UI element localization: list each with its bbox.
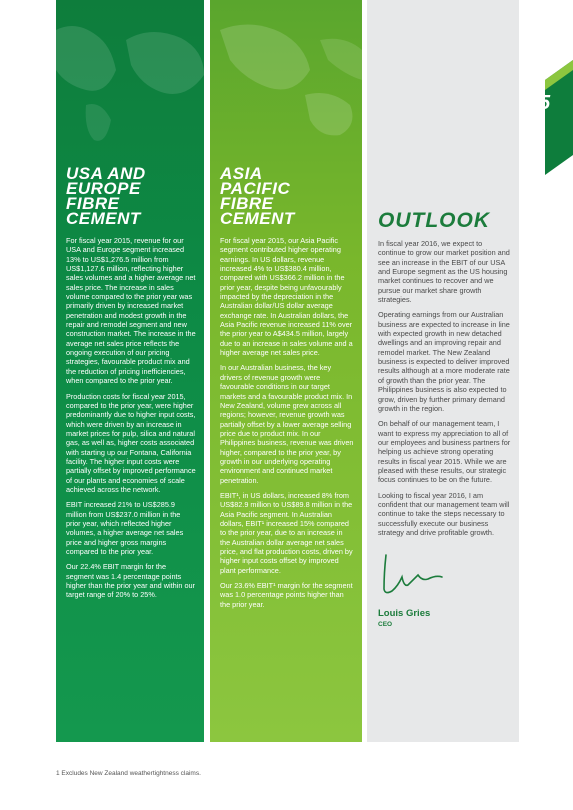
footnote: 1 Excludes New Zealand weathertightness claims. <box>56 770 201 777</box>
paragraph: In fiscal year 2016, we expect to continue to grow our market position and see an increase in the EBIT of our USA and Europe segment as the US housing market continues to recover and we pursue our market share growth strategies. <box>378 239 510 305</box>
paragraph: Our 22.4% EBIT margin for the segment was 1.4 percentage points higher than the prior year and within our target range of 20% to 25%. <box>66 562 195 600</box>
paragraph: EBIT¹, in US dollars, increased 8% from US$82.9 million to US$89.8 million in the Asia Pacific segment. In Australian dollars, EBIT¹ increased 15% compared to the prior year, due to an increase in the Australian dollar average net sales price, and flat production costs, driven by higher input costs offset by improved plant performance. <box>220 490 353 575</box>
ceo-signature <box>378 551 446 599</box>
signer-title: CEO <box>378 621 393 629</box>
paragraph: Looking to fiscal year 2016, I am confident that our management team will continue to take the steps necessary to successfully execute our business strategy and drive profitable growth. <box>378 490 510 537</box>
paragraph: For fiscal year 2015, our Asia Pacific segment contributed higher operating earnings. In US dollars, revenue increased 4% to US$380.4 million, compared with US$366.2 million in the prior year, despite being unfavourably impacted by the depreciation in the Australian dollar/US dollar average exchange rate. In Australian dollars, the Asia Pacific revenue increased 11% over the prior year to A$434.5 million, largely due to an increase in sales volume and a higher average net sales price. <box>220 236 353 358</box>
section-heading: ASIA PACIFIC FIBRE CEMENT <box>220 164 295 228</box>
signer-name: Louis Gries <box>378 608 431 620</box>
page-number-tab <box>523 60 573 175</box>
section-body <box>220 236 362 609</box>
page-number: 5 <box>539 92 551 114</box>
section-body <box>66 236 204 600</box>
paragraph: For fiscal year 2015, revenue for our USA and Europe segment increased 13% to US$1,276.5 million from US$1,127.6 million, reflecting higher sales volumes and a higher average net sales price. The increase in sales volume compared to the prior year was primarily driven by increased market penetration and modest growth in the repair and remodel segment and new construction market. The increase in the average net sales price reflects the ongoing execution of our pricing strategies, favourable product mix and the reduction of pricing inefficiencies, when compared to the prior year. <box>66 236 196 386</box>
paragraph: On behalf of our management team, I want to express my appreciation to all of our employees and business partners for helping us achieve strong operating results in fiscal year 2015. While we are pleased with these results, our strategic focus continues to be on the future. <box>378 419 511 485</box>
world-map-graphic <box>56 0 204 150</box>
usa-europe-column <box>56 0 204 742</box>
outlook-column <box>367 0 519 742</box>
paragraph: In our Australian business, the key drivers of revenue growth were favourable conditions in our target markets and a favourable product mix. In New Zealand, volume grew across all regions; however, revenue growth was partially offset by a lower average selling price due to product mix. In our Philippines business, revenue was driven higher, compared to the prior year, by growth in our underlying operating environment and continued market penetration. <box>220 363 354 485</box>
paragraph: Our 23.6% EBIT¹ margin for the segment was 1.0 percentage points higher than the prior year. <box>220 581 353 609</box>
paragraph: Production costs for fiscal year 2015, compared to the prior year, were higher predominantly due to higher input costs, which were driven by an increase in market prices for pulp, silica and natural gas, as well as, higher costs associated with starting up our Fontana, California facility. The higher input costs were partially offset by improved performance of our plants and economies of scale achieved across the network. <box>66 391 196 494</box>
world-map-graphic <box>210 0 362 150</box>
paragraph: Operating earnings from our Australian business are expected to increase in line with expected growth in new detached dwellings and an improving repair and remodel market. The New Zealand business is expected to deliver improved results although at a more moderate rate of growth than the prior year. The Philippines business is also expected to grow, driven by further primary demand growth in the region. <box>378 310 510 413</box>
asia-pacific-column <box>210 0 362 742</box>
section-heading: OUTLOOK <box>378 209 490 232</box>
section-body <box>378 239 519 537</box>
paragraph: EBIT increased 21% to US$285.9 million from US$237.0 million in the prior year, which reflected higher volumes, a higher average net sales price and higher gross margins compared to the prior year. <box>66 500 184 556</box>
section-heading: USA AND EUROPE FIBRE CEMENT <box>66 164 146 228</box>
